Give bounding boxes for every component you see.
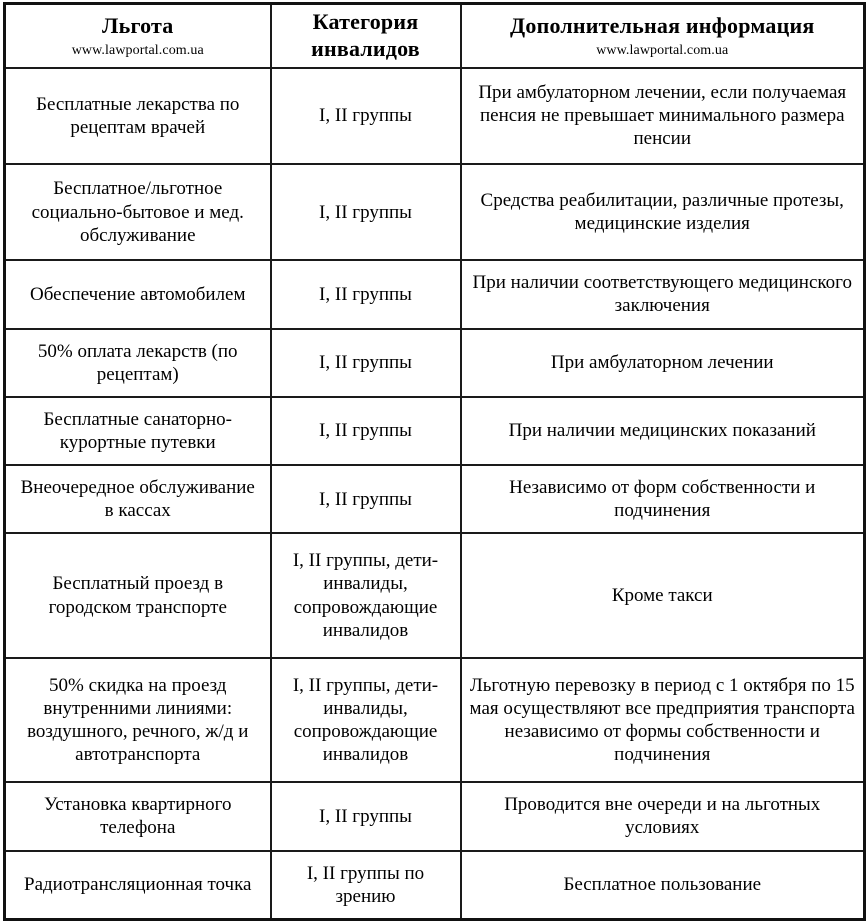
cell-info: Кроме такси — [461, 533, 865, 657]
cell-benefit: Бесплатное/льготное социально-бытовое и мед. обслуживание — [5, 164, 271, 260]
cell-benefit: Радиотрансляционная точка — [5, 851, 271, 920]
table-row — [5, 68, 865, 164]
table-body — [5, 68, 865, 920]
table-row — [5, 658, 865, 782]
cell-benefit: 50% оплата лекарств (по рецептам) — [5, 329, 271, 397]
cell-benefit: Обеспечение автомобилем — [5, 260, 271, 328]
column-header-info-title: Дополнительная информация — [510, 12, 815, 38]
cell-benefit: 50% скидка на проезд внутренними линиями: воздушного, речного, ж/д и автотранспорта — [5, 658, 271, 782]
cell-category: I, II группы — [271, 164, 461, 260]
column-header-category-title-line2: инвалидов — [311, 35, 420, 61]
table-row — [5, 782, 865, 850]
cell-category: I, II группы, дети-инвалиды, сопровождающие инвалидов — [271, 658, 461, 782]
cell-category: I, II группы — [271, 260, 461, 328]
cell-benefit: Бесплатный проезд в городском транспорте — [5, 533, 271, 657]
cell-info: При амбулаторном лечении, если получаемая пенсия не превышает минимального размера пенсии — [461, 68, 865, 164]
table-row — [5, 164, 865, 260]
cell-category: I, II группы — [271, 465, 461, 533]
table-row — [5, 465, 865, 533]
table-row — [5, 851, 865, 920]
cell-category: I, II группы — [271, 782, 461, 850]
cell-benefit: Бесплатные санаторно-курортные путевки — [5, 397, 271, 465]
table-row — [5, 260, 865, 328]
cell-info: Льготную перевозку в период с 1 октября по 15 мая осуществляют все предприятия транспорта независимо от формы собственности и подчинения — [461, 658, 865, 782]
column-header-category — [271, 4, 461, 68]
column-header-benefit-watermark: www.lawportal.com.ua — [71, 42, 204, 58]
benefits-table — [3, 2, 866, 921]
column-header-info — [461, 4, 865, 68]
table-row — [5, 329, 865, 397]
column-header-info-watermark: www.lawportal.com.ua — [596, 42, 729, 58]
table-header — [5, 4, 865, 68]
cell-benefit: Бесплатные лекарства по рецептам врачей — [5, 68, 271, 164]
cell-benefit: Внеочередное обслуживание в кассах — [5, 465, 271, 533]
cell-info: Средства реабилитации, различные протезы, медицинские изделия — [461, 164, 865, 260]
table-row — [5, 397, 865, 465]
column-header-benefit-title: Льгота — [102, 12, 174, 38]
cell-info: Проводится вне очереди и на льготных условиях — [461, 782, 865, 850]
column-header-category-title-line1: Категория — [312, 9, 419, 34]
header-row — [5, 4, 865, 68]
cell-category: I, II группы — [271, 329, 461, 397]
cell-info: Бесплатное пользование — [461, 851, 865, 920]
cell-category: I, II группы по зрению — [271, 851, 461, 920]
cell-category: I, II группы — [271, 68, 461, 164]
column-header-benefit — [5, 4, 271, 68]
cell-category: I, II группы — [271, 397, 461, 465]
cell-info: При амбулаторном лечении — [461, 329, 865, 397]
cell-info: При наличии соответствующего медицинского заключения — [461, 260, 865, 328]
cell-category: I, II группы, дети-инвалиды, сопровождающие инвалидов — [271, 533, 461, 657]
cell-info: Независимо от форм собственности и подчинения — [461, 465, 865, 533]
cell-info: При наличии медицинских показаний — [461, 397, 865, 465]
table-row — [5, 533, 865, 657]
cell-benefit: Установка квартирного телефона — [5, 782, 271, 850]
